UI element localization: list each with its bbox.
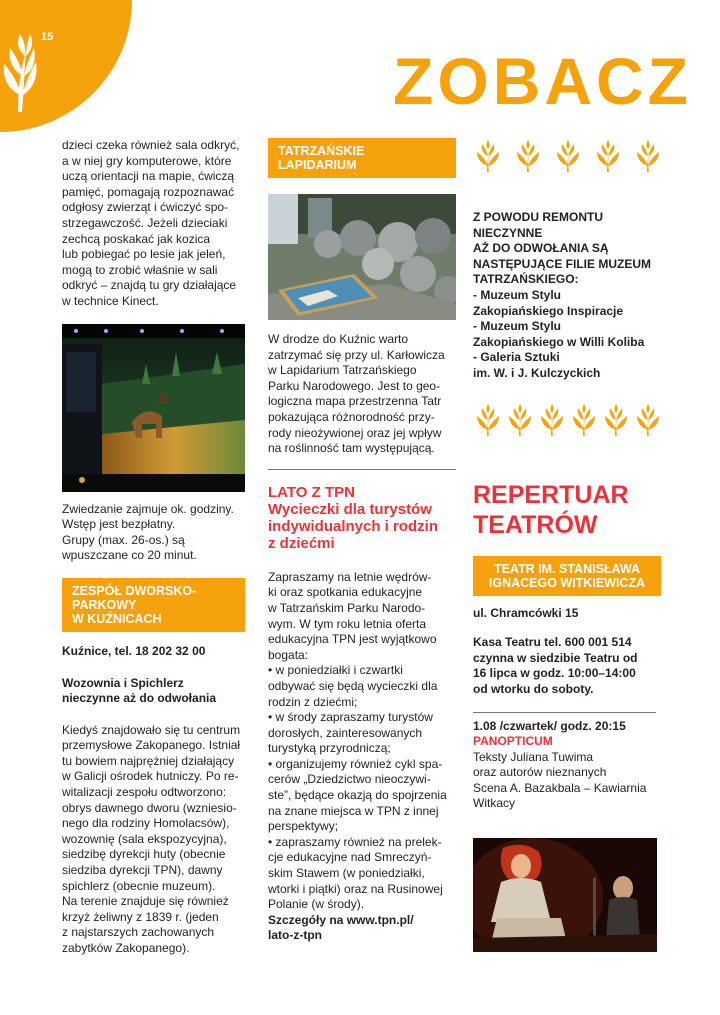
wheat-icon <box>473 140 503 172</box>
event-date: 1.08 /czwartek/ godz. 20:15 <box>473 718 626 733</box>
ornament-top <box>473 140 663 172</box>
closed-notice: Wozownia i Spichlerz nieczynne aż do odwołania <box>62 675 217 706</box>
section-box-kuznice: ZESPÓŁ DWORSKO- PARKOWY W KUŹNICACH <box>62 578 245 632</box>
kuznice-address: Kuźnice, tel. 18 202 32 00 <box>62 643 206 658</box>
column-1 <box>62 138 248 957</box>
page-number: 15 <box>41 31 54 43</box>
wheat-icon <box>473 404 503 436</box>
divider <box>473 712 656 713</box>
summer-text: Zapraszamy na letnie wędrów- ki oraz spotkania edukacyjne w Tatrzańskim Parku Narodo- wym. W tym roku letnia oferta edukacyjna TPN jest wyjątkowo bogata: • w poniedziałki i czwartki odbywać się będą wycieczki dla rodzin z dziećmi; • w środy zapraszamy turystów dorosłych, zainteresowanych turystyką przyrodniczą; • organizujemy również cykl spa- cerów „Dziedzictwo nieoczywi- ste”, będące okazją do spojrzenia na znane miejsca w TPN z innej perspektywy; • zapraszamy również na prelek- cje edukacyjne nad Smreczyń- skim Stawem (w poniedziałki, wtorki i piątki) oraz na Rusinowej Polanie (w środy). <box>268 569 447 912</box>
theatre-address: ul. Chramcówki 15 <box>473 605 579 620</box>
event-desc: Teksty Juliana Tuwima oraz autorów nieznanych Scena A. Bazakbala – Kawiarnia Witkacy <box>473 749 647 811</box>
section-box-lapidarium: TATRZAŃSKIE LAPIDARIUM <box>268 138 456 178</box>
page-title: ZOBACZ <box>393 44 692 118</box>
event-title: PANOPTICUM <box>473 734 553 749</box>
renovation-notice: Z POWODU REMONTU NIECZYNNE AŻ DO ODWOŁANIA SĄ NASTĘPUJĄCE FILIE MUZEUM TATRZAŃSKIEGO: - Muzeum Stylu Zakopiańskiego Inspiracje - Muzeum Stylu Zakopiańskiego w Willi Koliba - Galeria Sztuki im. W. i J. Kulczyckich <box>473 210 652 380</box>
lapidarium-photo <box>268 194 456 320</box>
ornament-bottom <box>473 404 663 436</box>
column-3 <box>473 138 663 952</box>
lapidarium-text: W drodze do Kuźnic warto zatrzymać się przy ul. Karłowicza w Lapidarium Tatrzańskiego Parku Narodowego. Jest to geo- logiczna mapa przestrzenna Tatr pokazująca różnorodność przy- rody nieożywionej oraz jej wpływ na roślinność tam występującą. <box>268 332 445 456</box>
visit-info: Zwiedzanie zajmuje ok. godziny. Wstęp jest bezpłatny. Grupy (max. 26-os.) są wpuszczane co 20 minut. <box>62 501 234 563</box>
theatre-photo <box>473 838 657 952</box>
wheat-icon <box>633 140 663 172</box>
column-2 <box>268 138 456 944</box>
corner-ornament <box>0 0 132 132</box>
wheat-icon <box>569 404 599 436</box>
wheat-icon <box>505 404 535 436</box>
wheat-icon <box>593 140 623 172</box>
wheat-icon <box>513 140 543 172</box>
kuznice-history: Kiedyś znajdowało się tu centrum przemysłowe Zakopanego. Istniał tu bowiem najprężniej działający w Galicji ośrodek hutniczy. Po re- witalizacji zespołu odtworzono: obrys dawnego dworu (wzniesio- nego dla rodziny Homolacsów), wozownię (sala ekspozycyjna), siedzibę dyrekcji huty (obecnie siedziba dyrekcji TPN), dawny spichlerz (obecnie muzeum). Na terenie znajduje się również krzyż żeliwny z 1839 r. (jeden z najstarszych zachowanych zabytków Zakopanego). <box>62 722 241 955</box>
wheat-icon <box>553 140 583 172</box>
divider <box>268 469 456 470</box>
details-link: Szczegóły na www.tpn.pl/ lato-z-tpn <box>268 912 414 943</box>
museum-photo <box>62 324 245 492</box>
repertoire-title: REPERTUAR TEATRÓW <box>473 480 629 539</box>
theatre-box: TEATR IM. STANISŁAWA IGNACEGO WITKIEWICZA <box>473 556 661 596</box>
summer-title: LATO Z TPN Wycieczki dla turystów indywidualnych i rodzin z dziećmi <box>268 483 439 552</box>
wheat-icon <box>633 404 663 436</box>
wheat-icon <box>537 404 567 436</box>
intro-text: dzieci czeka również sala odkryć, a w niej gry komputerowe, które uczą orientacji na mapie, ćwiczą pamięć, pomagają rozpoznawać odgłosy zwierząt i ćwiczyć spo- strzegawczość. Jeżeli dzieciaki zechcą poskakać jak kozica lub pobiegać po lesie jak jeleń, mogą to zrobić właśnie w sali odkryć – znajdą tu gry działające w technice Kinect. <box>62 138 240 308</box>
wheat-icon <box>601 404 631 436</box>
box-office: Kasa Teatru tel. 600 001 514 czynna w siedzibie Teatru od 16 lipca w godz. 10:00–14:00 od wtorku do soboty. <box>473 635 638 696</box>
